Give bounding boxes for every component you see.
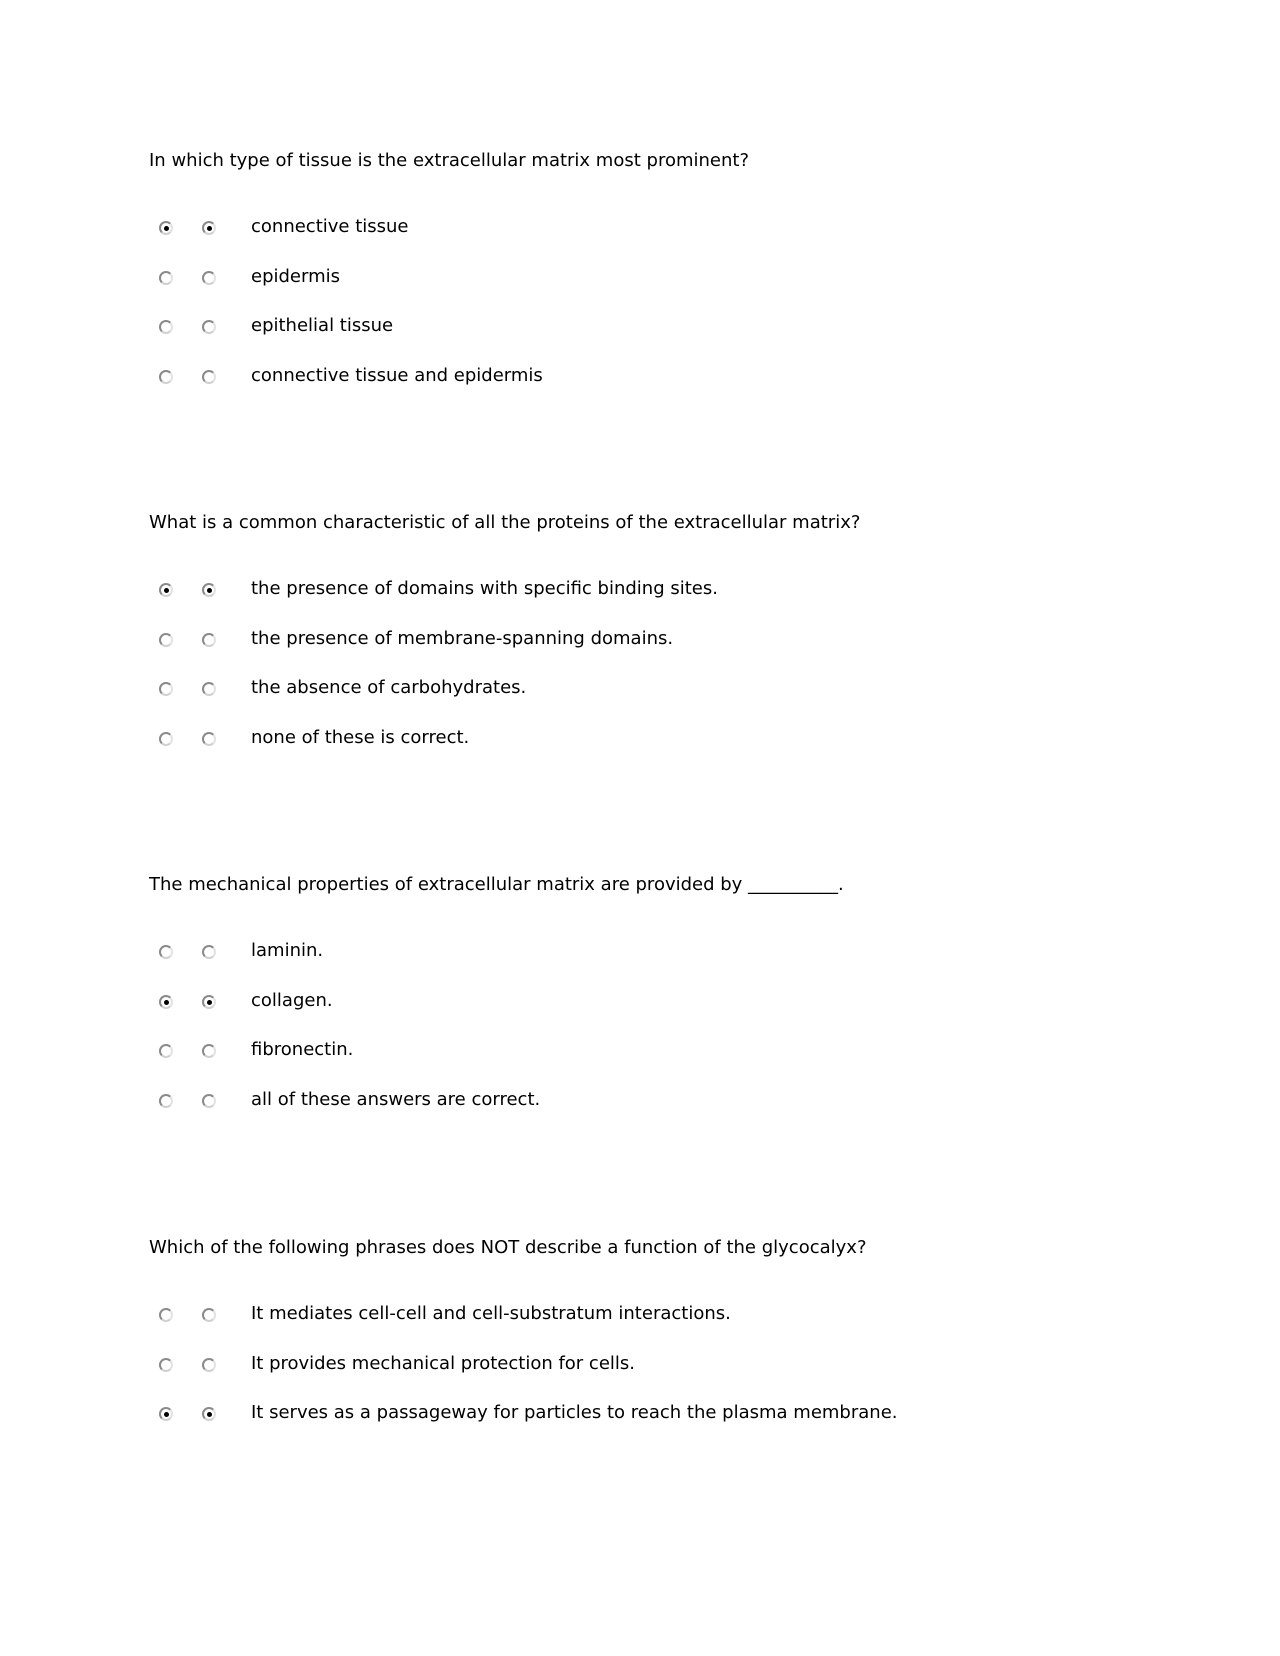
answer-option[interactable] (0, 1353, 1100, 1379)
response-radio[interactable] (202, 320, 216, 334)
answer-radio[interactable] (159, 732, 173, 746)
response-radio-selected[interactable] (202, 583, 216, 597)
answer-option-label: all of these answers are correct. (251, 1089, 541, 1111)
answer-option[interactable] (0, 1402, 1100, 1428)
answer-option-label: connective tissue and epidermis (251, 365, 543, 387)
answer-radio[interactable] (159, 1358, 173, 1372)
answer-option[interactable] (0, 1303, 1100, 1329)
answer-radio[interactable] (159, 633, 173, 647)
question-text: What is a common characteristic of all the proteins of the extracellular matrix? (149, 512, 861, 533)
question-text: In which type of tissue is the extracellular matrix most prominent? (149, 150, 749, 171)
answer-option-label: collagen. (251, 989, 333, 1011)
response-radio[interactable] (202, 1044, 216, 1058)
answer-radio[interactable] (159, 271, 173, 285)
answer-option[interactable] (0, 1039, 1100, 1065)
response-radio-selected[interactable] (202, 221, 216, 235)
question-text: The mechanical properties of extracellular matrix are provided by __________. (149, 874, 844, 895)
answer-radio-selected[interactable] (159, 221, 173, 235)
answer-option[interactable] (0, 216, 1100, 242)
response-radio[interactable] (202, 1308, 216, 1322)
answer-radio[interactable] (159, 320, 173, 334)
answer-option-label: epidermis (251, 265, 340, 287)
response-radio[interactable] (202, 945, 216, 959)
answer-option[interactable] (0, 727, 1100, 753)
answer-radio[interactable] (159, 1308, 173, 1322)
answer-option-label: connective tissue (251, 216, 409, 237)
response-radio-selected[interactable] (202, 995, 216, 1009)
answer-option[interactable] (0, 266, 1100, 292)
answer-option[interactable] (0, 315, 1100, 341)
answer-radio[interactable] (159, 682, 173, 696)
response-radio[interactable] (202, 1358, 216, 1372)
answer-option-label: fibronectin. (251, 1039, 354, 1061)
answer-option-label: It serves as a passageway for particles to reach the plasma membrane. (251, 1402, 898, 1424)
answer-option-label: epithelial tissue (251, 315, 394, 337)
answer-radio[interactable] (159, 370, 173, 384)
question-text: Which of the following phrases does NOT describe a function of the glycocalyx? (149, 1237, 867, 1258)
answer-option[interactable] (0, 1089, 1100, 1115)
answer-option[interactable] (0, 940, 1100, 966)
answer-option-label: laminin. (251, 940, 324, 961)
response-radio-selected[interactable] (202, 1407, 216, 1421)
answer-option[interactable] (0, 578, 1100, 604)
answer-option[interactable] (0, 677, 1100, 703)
answer-option-label: the presence of domains with specific binding sites. (251, 578, 718, 599)
response-radio[interactable] (202, 271, 216, 285)
answer-radio-selected[interactable] (159, 583, 173, 597)
response-radio[interactable] (202, 1094, 216, 1108)
answer-option[interactable] (0, 990, 1100, 1016)
answer-option-label: It mediates cell-cell and cell-substratum interactions. (251, 1303, 731, 1324)
answer-option-label: none of these is correct. (251, 727, 470, 749)
answer-option-label: the absence of carbohydrates. (251, 677, 527, 699)
response-radio[interactable] (202, 682, 216, 696)
answer-option-label: It provides mechanical protection for cells. (251, 1352, 636, 1374)
answer-radio-selected[interactable] (159, 1407, 173, 1421)
answer-option-label: the presence of membrane-spanning domains. (251, 627, 674, 649)
answer-radio[interactable] (159, 1044, 173, 1058)
response-radio[interactable] (202, 732, 216, 746)
answer-option[interactable] (0, 365, 1100, 391)
response-radio[interactable] (202, 633, 216, 647)
response-radio[interactable] (202, 370, 216, 384)
answer-radio[interactable] (159, 945, 173, 959)
answer-option[interactable] (0, 628, 1100, 654)
answer-radio-selected[interactable] (159, 995, 173, 1009)
answer-radio[interactable] (159, 1094, 173, 1108)
